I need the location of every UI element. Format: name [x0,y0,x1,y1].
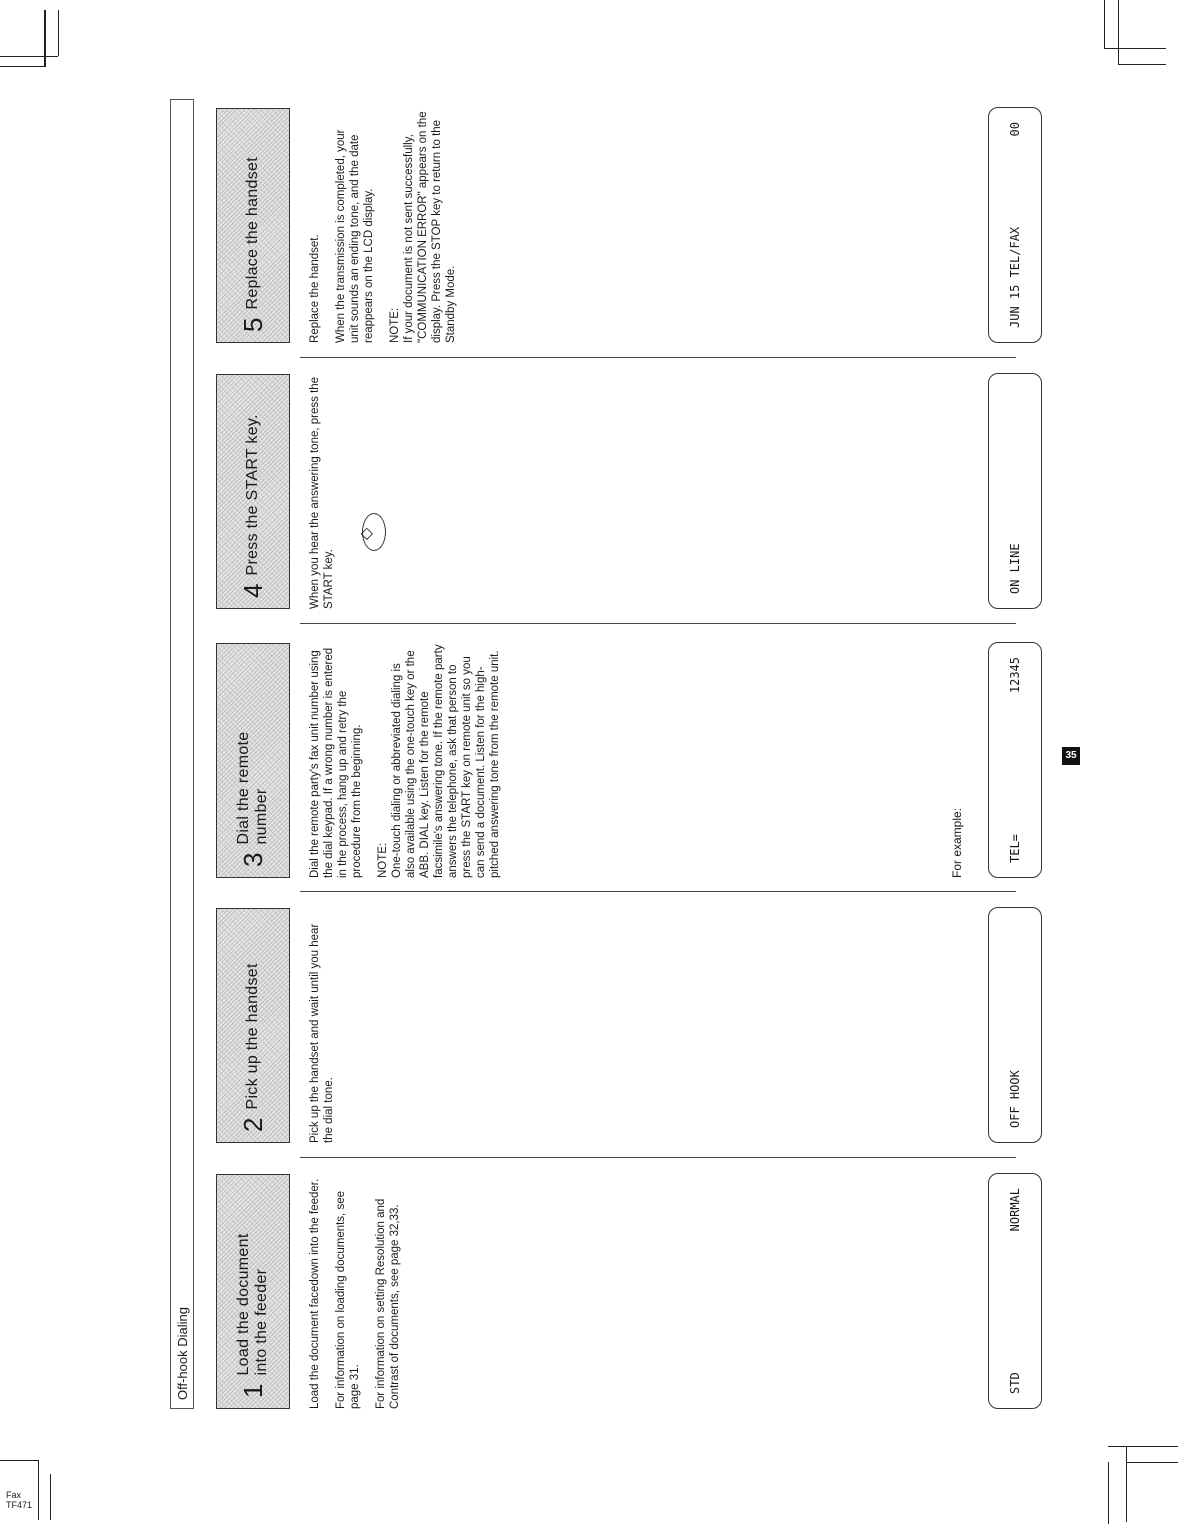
column-divider [300,623,1016,624]
step-body [308,374,390,609]
step-text: Pick up the handset and wait until you hear the dial tone. [309,923,335,1143]
step-5 [216,108,470,343]
lcd-display [988,907,1042,1143]
note-label: NOTE: [377,842,389,878]
step-body [308,108,458,343]
side-label-line: TF471 [6,1500,33,1510]
step-text: Load the document facedown into the feeder. [309,1178,321,1409]
lcd-right-text: 12345 [1008,657,1022,694]
step-number: 3 [237,852,268,867]
note-text: If your document is not sent successfully, "COMMUNICATION ERROR" appears on the display. Press the STOP key to return to the Standby Mode. [403,111,457,343]
step-text: When you hear the answering tone, press the START key. [309,376,335,609]
step-title: Press the START key. [244,414,261,576]
lcd-display [988,1173,1042,1409]
step-header [216,643,290,878]
step-title: Replace the handset [244,157,261,310]
lcd-display [988,642,1042,878]
step-1 [216,1174,414,1409]
step-header [216,908,290,1143]
lcd-right-text: NORMAL [1008,1188,1022,1232]
column-divider [300,891,1016,892]
lcd-left-text: ON LINE [1008,543,1022,594]
column-divider [300,1157,1016,1158]
example-label: For example: [950,807,964,878]
lcd-right-text: 00 [1008,122,1022,137]
side-label-line: Fax [6,1490,22,1500]
start-key-symbol: ◇ [358,527,375,540]
step-number: 1 [237,1383,268,1398]
step-number: 5 [237,317,268,332]
note-text: One-touch dialing or abbreviated dialing is also available using the one-touch key or the ABB. DIAL key. Listen for the remote facsimile's answering tone. If the remote party answers the telephone, ask that person to press the START key on remote unit so you can send a document. Listen for the high-pitched answering tone from the remote unit. [391,644,501,878]
lcd-left-text: JUN 15 TEL/FAX [1008,226,1022,328]
page-number: 35 [1062,747,1080,765]
step-number: 2 [237,1117,268,1132]
step-title: Pick up the handset [244,963,261,1110]
start-key-icon [358,513,386,551]
step-title: Load the document into the feeder [235,1233,270,1376]
step-body [308,643,502,878]
note-label: NOTE: [389,307,401,343]
step-header [216,1174,290,1409]
step-body [308,1174,402,1409]
step-header [216,374,290,609]
step-text: For information on loading documents, see page 31. [335,1191,361,1409]
step-3 [216,643,514,878]
step-header [216,108,290,343]
step-title: Dial the remote number [235,731,270,845]
step-text: When the transmission is completed, your unit sounds an ending tone, and the date reappears on the LCD display. [335,129,375,343]
lcd-left-text: TEL= [1008,834,1022,863]
step-text: Dial the remote party's fax unit number using the dial keypad. If a wrong number is entered in the process, hang up and retry the procedure from the beginning. [309,647,363,878]
step-4 [216,374,390,609]
lcd-left-text: OFF HOOK [1008,1070,1022,1128]
step-number: 4 [237,583,268,598]
lcd-display [988,373,1042,609]
step-text: Replace the handset. [309,234,321,343]
step-body [308,908,336,1143]
page-title: Off-hook Dialing [170,99,194,1409]
lcd-left-text: STD [1008,1372,1022,1394]
lcd-display [988,107,1042,343]
step-text: For information on setting Resolution and Contrast of documents, see page 32,33. [375,1198,401,1409]
column-divider [300,357,1016,358]
step-2 [216,908,348,1143]
